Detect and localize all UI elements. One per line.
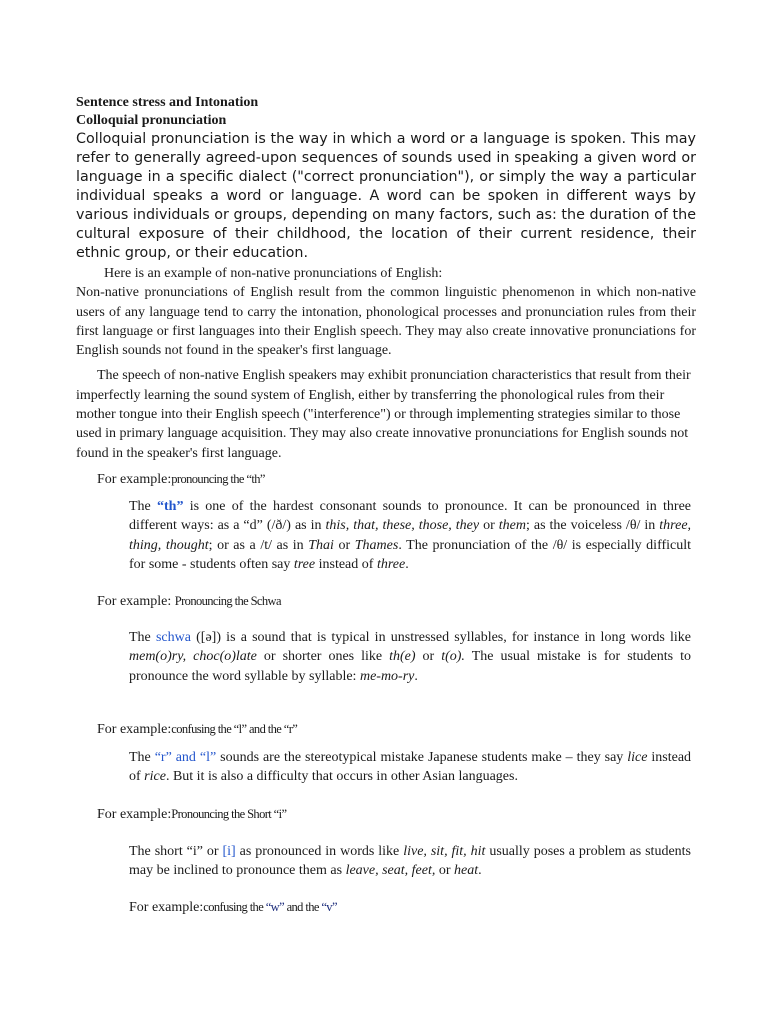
link-r-and-l[interactable]: “r” and “l” xyxy=(154,750,217,766)
example-body-schwa: The schwa ([ə]) is a sound that is typical in unstressed syllables, for instance in long words like mem(o)ry, choc(o)late or shorter ones like th(e) or t(o). The usual mistake is for students to pronounce the word syllable by syllable: me-mo-ry. xyxy=(129,630,692,684)
example-lead: Here is an example of non-native pronunciations of English: xyxy=(104,266,443,281)
example-topic-short-i: Pronouncing the Short “i” xyxy=(171,806,287,821)
example-heading-th: For example:pronouncing the “th” xyxy=(97,471,265,487)
example-heading-wv: For example:confusing the “w” and the “v” xyxy=(129,900,337,916)
heading-colloquial-pronunciation: Colloquial pronunciation xyxy=(76,113,227,128)
example-body-th: The “th” is one of the hardest consonant sounds to pronounce. It can be pronounced in three different ways: as a “d” (/ð/) as in this, that, these, those, they or them; as the voiceless /θ/ in three, thing, thought; or as a /t/ as in Thai or Thames. The pronunciation of the /θ/ is especially difficult for some - students often say tree instead of three. xyxy=(129,498,692,572)
example-heading-short-i: For example:Pronouncing the Short “i” xyxy=(97,806,287,822)
example-label: For example xyxy=(97,471,168,487)
example-body-short-i: The short “i” or [i] as pronounced in words like live, sit, fit, hit usually poses a problem as students may be inclined to pronounce them as leave, seat, feet, or heat. xyxy=(129,843,691,878)
intro-paragraph: Colloquial pronunciation is the way in which a word or a language is spoken. This may refer to generally agreed-upon sequences of sounds used in speaking a given word or language in a specific dialect ("correct pronunciation"), or simply the way a particular individual speaks a word or language. A word can be spoken in different ways by various individuals or groups, depending on many factors, such as: the duration of the cultural exposure of their childhood, the location of their current residence, their ethnic group, or their education. xyxy=(76,131,696,261)
nonnative-paragraph: Non-native pronunciations of English result from the common linguistic phenomenon in which non-native users of any language tend to carry the intonation, phonological processes and pronunciation rules from their first language or first languages into their English speech. They may also create innovative pronunciations for English sounds not found in the speaker's first language. xyxy=(76,285,696,359)
speech-paragraph: The speech of non-native English speakers may exhibit pronunciation characteristics that result from their imperfectly learning the sound system of English, either by transferring the phonological rules from their mother tongue into their English speech ("interference") or through implementing strategies similar to those used in primary language acquisition. They may also create innovative pronunciations for English sounds not found in the speaker's first language. xyxy=(76,368,691,461)
link-schwa[interactable]: schwa xyxy=(155,630,191,646)
example-heading-rl: For example:confusing the “l” and the “r” xyxy=(97,722,298,738)
link-short-i[interactable]: [i] xyxy=(222,843,236,859)
example-topic-schwa: Pronouncing the Schwa xyxy=(174,594,281,609)
example-topic-th: pronouncing the “th” xyxy=(171,471,265,486)
example-body-rl: The “r” and “l” sounds are the stereotypical mistake Japanese students make – they say lice instead of rice. But it is also a difficulty that occurs in other Asian languages. xyxy=(129,750,692,785)
example-heading-schwa: For example: Pronouncing the Schwa xyxy=(97,594,281,610)
heading-sentence-stress: Sentence stress and Intonation xyxy=(76,95,259,110)
term-th: “th” xyxy=(157,498,184,514)
term-w: “w” xyxy=(265,900,285,915)
document-page xyxy=(76,94,696,917)
term-v: “v” xyxy=(321,900,337,915)
example-topic-rl: confusing the “l” and the “r” xyxy=(171,722,298,737)
